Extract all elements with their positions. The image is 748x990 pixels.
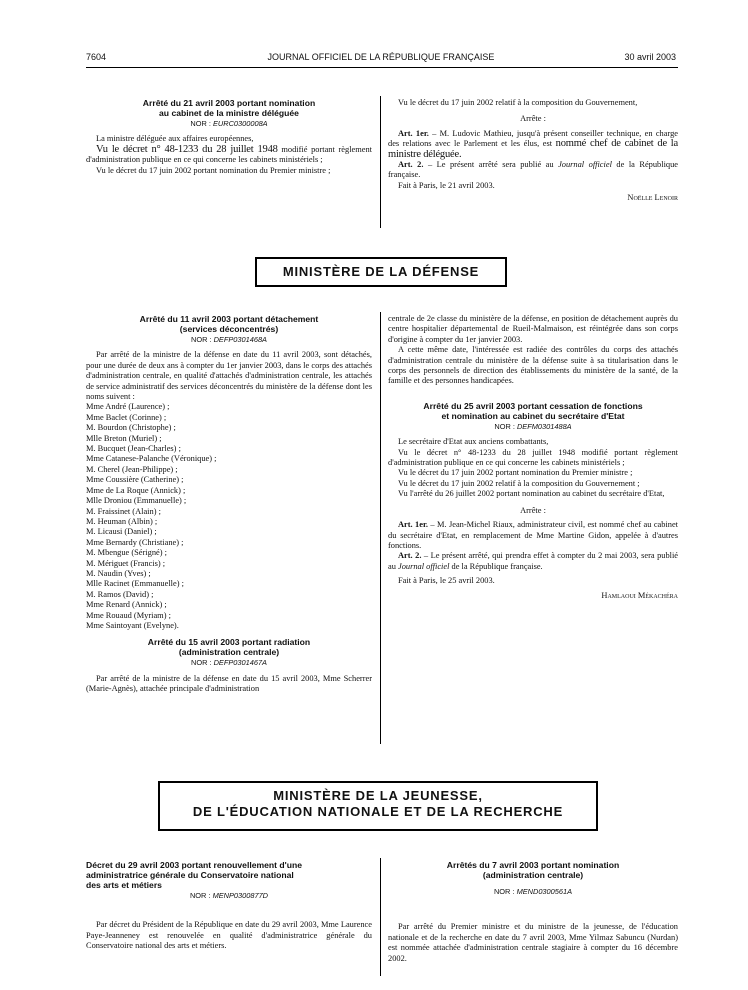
section-title: Arrêté du 25 avril 2003 portant cessation de fonctions et nomination au cabinet du secrétaire d'Etat xyxy=(423,400,643,421)
paragraph: Par arrêté de la ministre de la défense en date du 15 avril 2003, Mme Scherrer (Marie-Agnès), attachée principale d'administration xyxy=(86,673,372,694)
section-arrete-21-avril-cont xyxy=(388,98,678,204)
issue-date: 30 avril 2003 xyxy=(624,52,676,62)
section-title: Arrêté du 21 avril 2003 portant nomination au cabinet de la ministre déléguée xyxy=(142,98,316,118)
paragraph: Vu le décret du 17 juin 2002 portant nomination du Premier ministre ; xyxy=(96,165,331,175)
article-1: Art. 1er. – M. Ludovic Mathieu, jusqu'à présent conseiller technique, en charge des relations avec le Parlement et les élus, est nommé chef de cabinet de la ministre déléguée. xyxy=(388,128,678,160)
article-2: Art. 2. – Le présent arrêté, qui prendra effet à compter du 2 mai 2003, sera publié au Journal officiel de la République française. xyxy=(388,551,679,571)
paragraph: Vu le décret n° 48-1233 du 28 juillet 1948 modifié portant règlement d'administration publique en ce qui concerne les cabinets ministériels ; xyxy=(388,447,678,468)
fait-a-paris: Fait à Paris, le 21 avril 2003. xyxy=(398,180,495,190)
section-arrete-21-avril xyxy=(86,98,372,176)
page-number: 7604 xyxy=(86,52,107,62)
paragraph: Vu le décret du 17 juin 2002 relatif à la composition du Gouvernement, xyxy=(398,98,638,107)
section-decret-29-avril xyxy=(86,860,372,952)
nor-reference: NOR : DEFP0301468A xyxy=(190,335,267,344)
nor-reference: NOR : DEFM0301488A xyxy=(494,421,572,431)
header-rule xyxy=(86,67,678,68)
paragraph: Vu le décret du 17 juin 2002 relatif à la composition du Gouvernement ; xyxy=(398,478,640,488)
list-item: Mme Bernardy (Christiane) ; xyxy=(86,537,184,547)
nor-reference: NOR : DEFP0301467A xyxy=(190,658,267,668)
paragraph: Le secrétaire d'Etat aux anciens combattants, xyxy=(398,437,549,447)
paragraph: Par arrêté de la ministre de la défense en date du 11 avril 2003, sont détachés, pour une durée de deux ans à compter du 1er janvier 2003, dans le corps des attachés d'administration centrale, en qualité d'attachés d'administration centrale, les attachés de service administratif des services déconcentrés du ministère de la défense dont les noms suivent : xyxy=(86,350,372,402)
section-title: Arrêté du 11 avril 2003 portant détachement (services déconcentrés) xyxy=(139,314,319,334)
list-item: Mlle Breton (Muriel) ; xyxy=(86,433,162,443)
nor-reference: NOR : MEND0300561A xyxy=(493,887,573,896)
ministry-heading-defense: MINISTÈRE DE LA DÉFENSE xyxy=(255,257,507,287)
list-item: M. Fraissinet (Alain) ; xyxy=(86,506,161,516)
list-item: Mme André (Laurence) ; xyxy=(86,402,170,412)
column-divider xyxy=(380,96,381,228)
arrete-label: Arrête : xyxy=(520,505,546,515)
list-item: Mme de La Roque (Annick) ; xyxy=(86,485,186,495)
list-item: Mme Baclet (Corinne) ; xyxy=(86,412,167,422)
list-item: M. Licausi (Daniel) ; xyxy=(86,527,157,537)
section-title: Arrêté du 15 avril 2003 portant radiation (administration centrale) xyxy=(147,637,311,658)
nor-reference: NOR : MENP0300877D xyxy=(189,891,269,900)
list-item: Mme Catanese-Palanche (Véronique) ; xyxy=(86,454,217,464)
section-title: Décret du 29 avril 2003 portant renouvellement d'une administratrice générale du Conservatoire national des arts et métiers xyxy=(86,860,303,890)
list-item: M. Heuman (Albin) ; xyxy=(86,516,158,526)
list-item: Mme Coussière (Catherine) ; xyxy=(86,475,184,485)
paragraph: Vu le décret du 17 juin 2002 portant nomination du Premier ministre ; xyxy=(398,468,633,478)
list-item: M. Bourdon (Christophe) ; xyxy=(86,423,176,433)
list-item: M. Cherel (Jean-Philippe) ; xyxy=(86,464,178,474)
column-divider xyxy=(380,312,381,744)
list-item: Mlle Racinet (Emmanuelle) ; xyxy=(86,579,184,589)
paragraph: La ministre déléguée aux affaires européennes, xyxy=(96,134,254,144)
arrete-label: Arrête : xyxy=(520,114,546,124)
column-divider xyxy=(380,858,381,976)
section-arrete-11-avril xyxy=(86,314,372,695)
list-item: M. Ramos (David) ; xyxy=(86,589,154,599)
article-1: Art. 1er. – M. Jean-Michel Riaux, administrateur civil, est nommé chef au cabinet du secrétaire d'Etat, en remplacement de Mme Martine Gidon, appelée à d'autres fonctions. xyxy=(388,520,679,550)
fait-a-paris: Fait à Paris, le 25 avril 2003. xyxy=(398,576,495,586)
list-item: Mlle Droniou (Emmanuelle) ; xyxy=(86,496,187,506)
section-title: Arrêtés du 7 avril 2003 portant nomination (administration centrale) xyxy=(446,860,620,880)
ministry-heading-education: MINISTÈRE DE LA JEUNESSE, DE L'ÉDUCATION NATIONALE ET DE LA RECHERCHE xyxy=(158,781,598,831)
names-list xyxy=(86,402,372,631)
nor-reference: NOR : EURC0300008A xyxy=(190,119,268,128)
paragraph: A cette même date, l'intéressée est radiée des contrôles du corps des attachés d'administration centrale du ministère de la défense suite à sa titularisation dans le corps des personnels de direction des établissements du ministère de la santé, de la famille et des personnes handicapées. xyxy=(388,345,678,386)
list-item: Mme Rouaud (Myriam) ; xyxy=(86,610,171,620)
journal-title: JOURNAL OFFICIEL DE LA RÉPUBLIQUE FRANÇAISE xyxy=(267,52,495,62)
signature: Hamlaoui Mékachéra xyxy=(601,590,678,600)
paragraph: Par arrêté du Premier ministre et du ministre de la jeunesse, de l'éducation nationale et de la recherche en date du 7 avril 2003, Mme Yilmaz Sabuncu (Nurdan) est nommée attachée d'administration centrale stagiaire à compter du 16 décembre 2002. xyxy=(388,922,678,963)
section-arrete-15-avril-cont xyxy=(388,314,678,601)
paragraph: Vu le décret n° 48-1233 du 28 juillet 1948 modifié portant règlement d'administration publique en ce qui concerne les cabinets ministériels ; xyxy=(86,143,372,165)
paragraph: Vu l'arrêté du 26 juillet 2002 portant nomination au cabinet du secrétaire d'Etat, xyxy=(398,489,665,499)
section-arretes-7-avril xyxy=(388,860,678,964)
running-header xyxy=(86,52,676,66)
list-item: M. Naudin (Yves) ; xyxy=(86,568,151,578)
article-2: Art. 2. – Le présent arrêté sera publié au Journal officiel de la République française. xyxy=(388,160,678,180)
paragraph: centrale de 2e classe du ministère de la défense, en position de détachement auprès du centre hospitalier départemental de Rueil-Malmaison, est réintégrée dans son corps d'origine à compter du 1er janvier 2003. xyxy=(388,314,678,344)
list-item: Mme Renard (Annick) ; xyxy=(86,600,167,610)
list-item: M. Bucquet (Jean-Charles) ; xyxy=(86,444,181,454)
list-item: M. Mbengue (Sérigné) ; xyxy=(86,548,167,558)
paragraph: Par décret du Président de la République en date du 29 avril 2003, Mme Laurence Paye-Jeanneney est renouvelée en qualité d'administratrice générale du Conservatoire national des arts et métiers. xyxy=(86,920,372,951)
list-item: M. Mériguet (Francis) ; xyxy=(86,558,166,568)
list-item: Mme Saintoyant (Evelyne). xyxy=(86,620,179,630)
signature: Noëlle Lenoir xyxy=(627,193,678,203)
